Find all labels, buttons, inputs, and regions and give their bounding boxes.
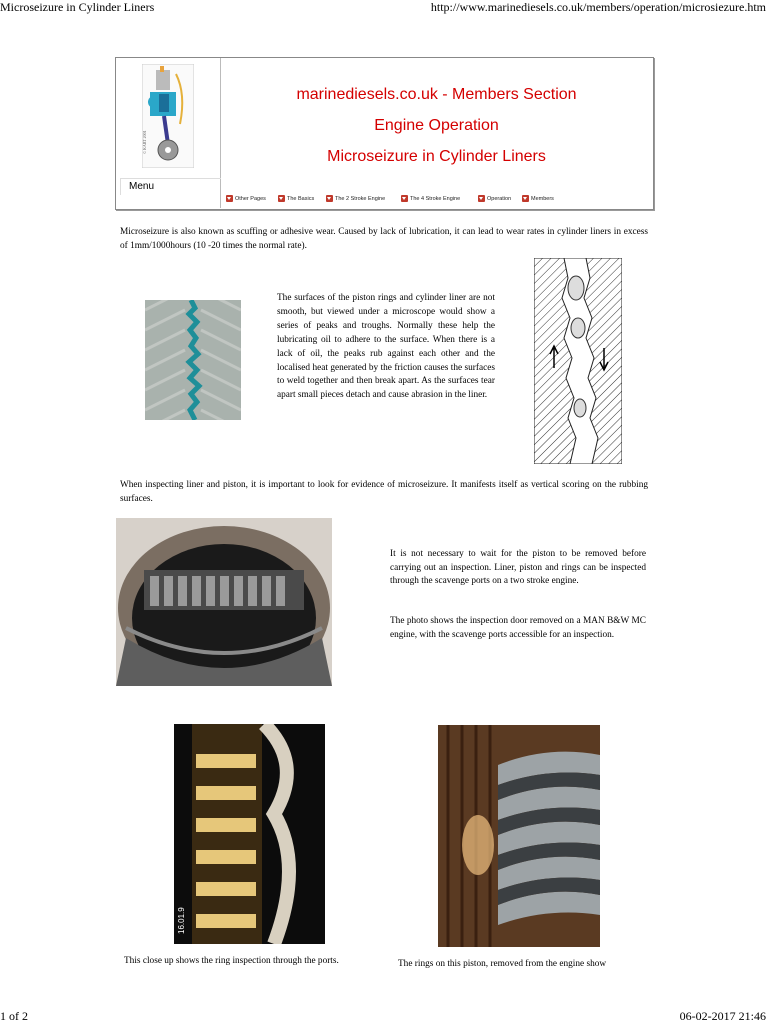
intro-paragraph: Microseizure is also known as scuffing or adhesive wear. Caused by lack of lubrication, it can lead to wear rates in cylinder liners in excess of 1mm/1000hours (10 -20 times the normal rate). bbox=[120, 227, 648, 251]
rings-caption: The rings on this piston, removed from the engine show bbox=[398, 959, 607, 969]
photo-paragraph: The photo shows the inspection door removed on a MAN B&W MC engine, with the scavenge ports accessible for an inspection. bbox=[390, 616, 646, 640]
nav-item-other-pages[interactable]: Other Pages bbox=[226, 195, 266, 202]
nav-item-4-stroke[interactable]: The 4 Stroke Engine bbox=[401, 195, 460, 202]
piston-rings-photo bbox=[438, 725, 600, 947]
banner-title-site: marinediesels.co.uk - Members Section bbox=[296, 86, 577, 103]
inspecting-paragraph: When inspecting liner and piston, it is important to look for evidence of microseizure. It manifests itself as vertical scoring on the rubbing surfaces. bbox=[120, 480, 648, 504]
microseizure-diagram bbox=[534, 258, 622, 464]
logo-cell bbox=[116, 58, 221, 208]
svg-text:© KART 2001: © KART 2001 bbox=[142, 130, 147, 154]
menu-label[interactable]: Menu bbox=[120, 178, 221, 195]
banner-title-page: Microseizure in Cylinder Liners bbox=[327, 148, 546, 165]
nav-item-members[interactable]: Members bbox=[522, 195, 554, 202]
engine-logo[interactable] bbox=[142, 64, 194, 168]
microscope-surface-image bbox=[145, 300, 241, 420]
nav-item-operation[interactable]: Operation bbox=[478, 195, 511, 202]
banner-title-section: Engine Operation bbox=[374, 117, 499, 134]
scavenge-ports-photo bbox=[116, 518, 332, 686]
print-footer-datetime: 06-02-2017 21:46 bbox=[679, 1009, 766, 1023]
print-footer-page: 1 of 2 bbox=[0, 1009, 28, 1023]
closeup-caption: This close up shows the ring inspection through the ports. bbox=[124, 956, 339, 966]
site-banner bbox=[115, 57, 654, 210]
print-header-title: Microseizure in Cylinder Liners bbox=[0, 0, 155, 14]
wait-paragraph: It is not necessary to wait for the piston to be removed before carrying out an inspection. Liner, piston and rings can be inspected through the scavenge ports on a two stroke engine. bbox=[390, 549, 646, 587]
dropdown-arrow-icon bbox=[326, 195, 333, 202]
nav-item-the-basics[interactable]: The Basics bbox=[278, 195, 314, 202]
surfaces-paragraph: The surfaces of the piston rings and cylinder liner are not smooth, but viewed under a microscope would show a series of peaks and troughs. Normally these help the lubricating oil to adhere to the surface. When there is a lack of oil, the peaks rub against each other and the localised heat generated by the friction causes the surfaces to weld together and then break apart. As the surfaces tear apart small pieces detach and cause abrasion in the liner. bbox=[277, 293, 495, 401]
dropdown-arrow-icon bbox=[278, 195, 285, 202]
dropdown-arrow-icon bbox=[478, 195, 485, 202]
svg-text:16.01.9: 16.01.9 bbox=[177, 907, 186, 934]
dropdown-arrow-icon bbox=[226, 195, 233, 202]
nav-item-2-stroke[interactable]: The 2 Stroke Engine bbox=[326, 195, 385, 202]
dropdown-arrow-icon bbox=[401, 195, 408, 202]
print-header-url[interactable]: http://www.marinediesels.co.uk/members/operation/microsiezure.htm bbox=[430, 0, 766, 14]
ring-closeup-photo bbox=[174, 724, 325, 944]
dropdown-arrow-icon bbox=[522, 195, 529, 202]
